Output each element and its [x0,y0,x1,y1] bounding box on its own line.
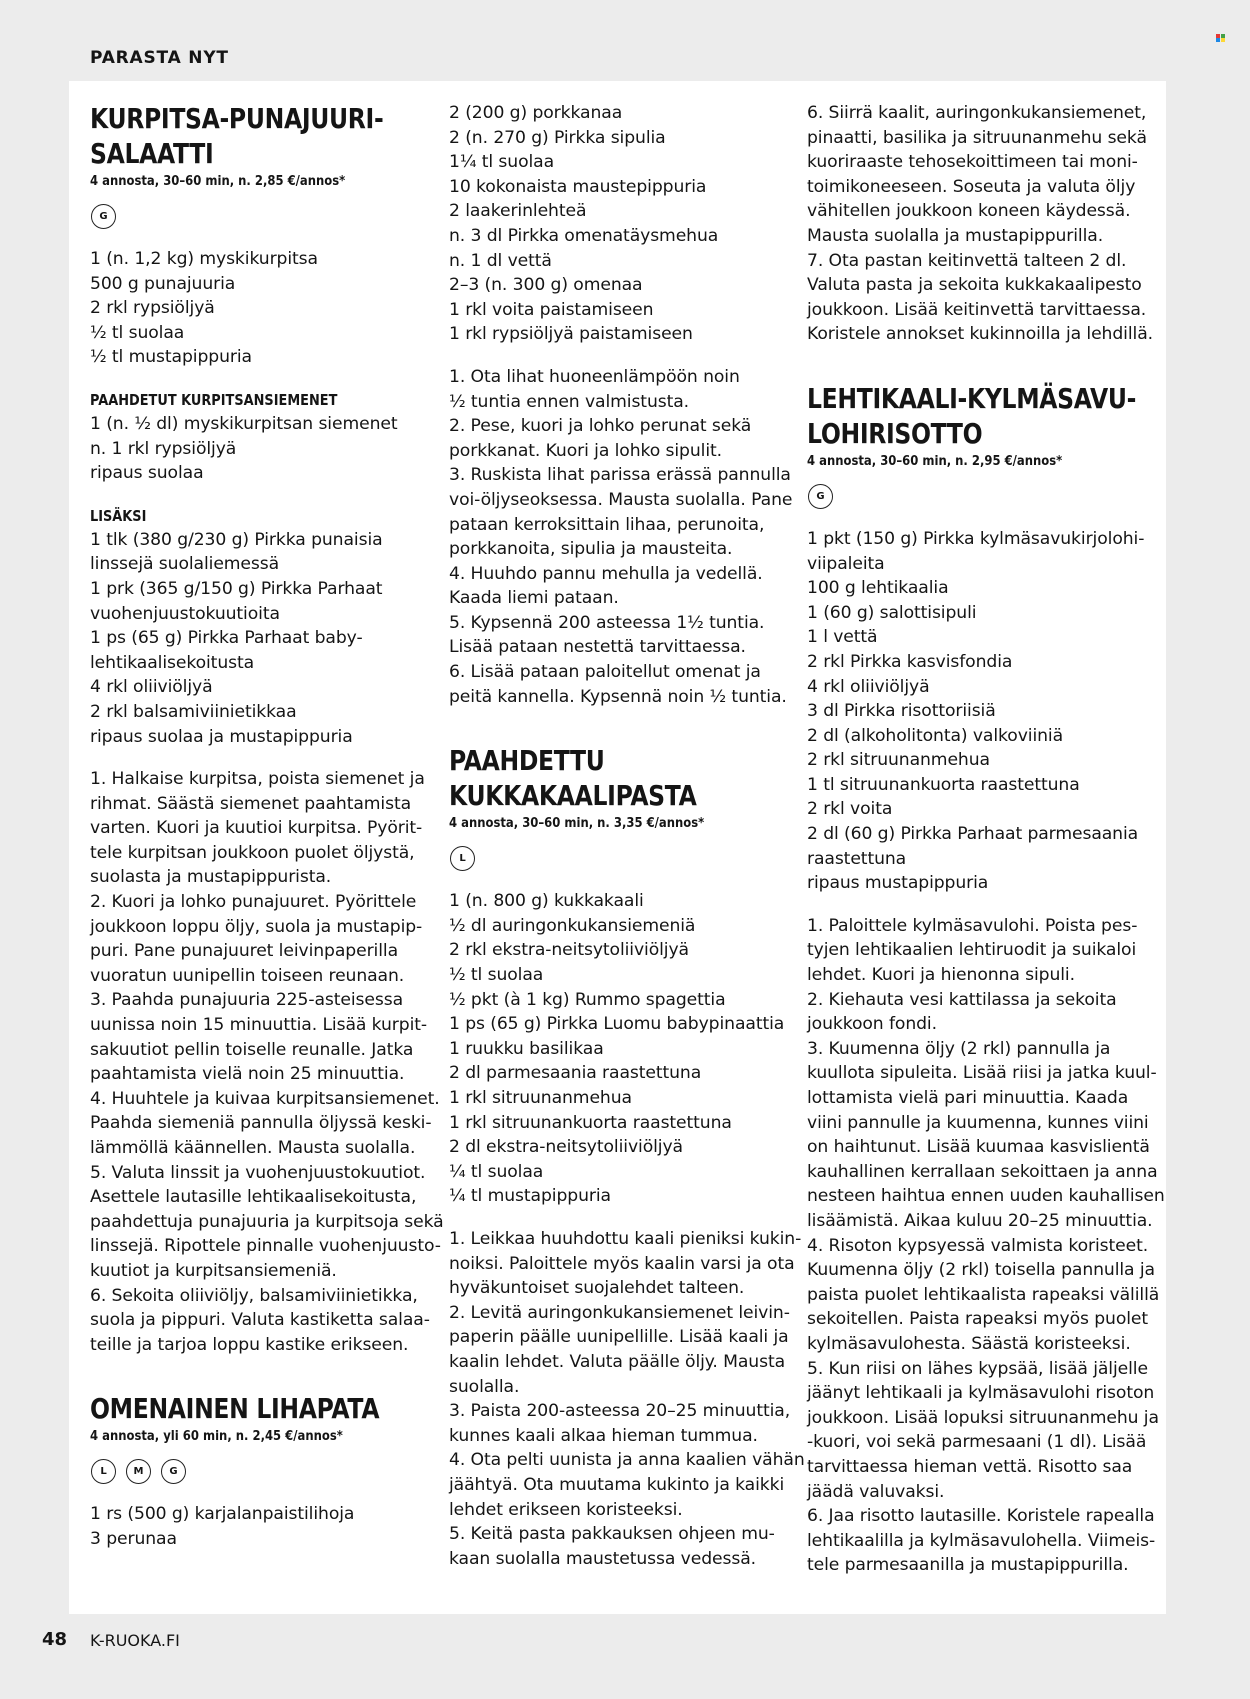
recipe-lihapata [90,1391,435,1551]
recipe-title: SALAATTI [90,137,214,170]
recipe-kukkakaalipasta [449,743,805,1571]
step-line: ½ tuntia ennen valmistusta. [449,391,690,412]
step-line: 1. Paloittele kylmäsavulohi. Poista pes- [807,915,1138,936]
step-line: 4. Ota pelti uunista ja anna kaalien vähän [449,1450,805,1471]
ingredient-line: linssejä suolaliemessä [90,554,280,575]
recipe-meta: 4 annosta, 30–60 min, n. 3,35 €/annos* [449,815,705,832]
step-line: suolasta ja mustapippurista. [90,867,332,888]
step-line: 3. Paahda punajuuria 225-asteisessa [90,990,403,1011]
step-line: viini pannulle ja kuumenna, kunnes viini [807,1112,1149,1133]
step-line: pinaatti, basilika ja sitruunanmehu sekä [807,127,1147,148]
ingredient-line: ripaus suolaa ja mustapippuria [90,726,353,747]
step-line: suola ja pippuri. Valuta kastiketta salaa- [90,1310,430,1331]
step-line: 2. Pese, kuori ja lohko perunat sekä [449,416,752,437]
step-line: kuoriraaste tehosekoittimeen tai moni- [807,152,1138,173]
step-line: sekoitellen. Paista rapeaksi myös puolet [807,1309,1149,1330]
step-line: joukkoon fondi. [807,1014,937,1035]
ingredient-line: 2 rkl ekstra-neitsytoliiviöljyä [449,940,689,961]
ingredient-line: 1 (60 g) salottisipuli [807,602,977,623]
subheading: PAAHDETUT KURPITSANSIEMENET [90,390,338,409]
milk-free-badge: M [126,1459,151,1484]
ingredient-line: 1 (n. ½ dl) myskikurpitsan siemenet [90,413,398,434]
step-line: 3. Kuumenna öljy (2 rkl) pannulla ja [807,1038,1111,1059]
step-line: 5. Valuta linssit ja vuohenjuustokuutiot. [90,1162,426,1183]
step-line: 4. Risoton kypsyessä valmista koristeet. [807,1235,1149,1256]
ingredient-line: n. 1 dl vettä [449,250,552,271]
page-number: 48 [42,1629,68,1650]
step-line: suolalla. [449,1376,520,1397]
step-line: on haihtunut. Lisää kuumaa kasvislientä [807,1137,1150,1158]
step-line: sakuutiot pellin toiselle reunalle. Jatka [90,1039,414,1060]
gluten-free-badge: G [808,484,833,509]
column-3 [807,101,1165,1578]
ingredient-line: raastettuna [807,848,907,869]
step-line: lottamista vielä pari minuuttia. Kaada [807,1088,1129,1108]
ingredient-line: ½ tl suolaa [449,965,544,986]
step-line: 6. Jaa risotto lautasille. Koristele rapealla [807,1506,1155,1527]
step-line: -kuori, voi sekä parmesaani (1 dl). Lisää [807,1432,1147,1453]
ingredient-line: 1 ruukku basilikaa [449,1038,604,1059]
step-line: 6. Lisää pataan paloitellut omenat ja [449,662,761,683]
ingredient-line: 1 rkl sitruunanmehua [449,1088,632,1108]
step-line: rihmat. Säästä siemenet paahtamista [90,793,412,814]
step-line: lehtikaalilla ja kylmäsavulohella. Viimeis- [807,1530,1156,1551]
step-line: voi-öljyseoksessa. Mausta suolalla. Pane [449,489,793,510]
ingredient-line: viipaleita [807,553,885,574]
step-line: hyväkuntoiset suojalehdet talteen. [449,1278,745,1299]
step-line: 3. Paista 200-asteessa 20–25 minuuttia, [449,1401,791,1422]
step-line: jäänyt lehtikaali ja kylmäsavulohi risoton [807,1383,1155,1404]
step-line: 4. Huuhtele ja kuivaa kurpitsansiemenet. [90,1088,440,1109]
step-list [90,767,444,1357]
ingredient-line: 1 l vettä [807,627,878,648]
gluten-free-badge: G [161,1459,186,1484]
ingredient-line: 1 rkl voita paistamiseen [449,299,654,320]
recipe-meta: 4 annosta, 30–60 min, n. 2,95 €/annos* [807,452,1063,469]
step-line: 3. Ruskista lihat parissa erässä pannulla [449,465,791,486]
step-line: pataan kerroksittain lihaa, perunoita, [449,514,765,535]
step-line: paista puolet lehtikaalista rapeaksi välillä [807,1284,1160,1305]
step-line: kauhallinen kerrallaan sekoittaen ja anna [807,1161,1158,1182]
step-line: Valuta pasta ja sekoita kukkakaalipesto [807,275,1142,296]
diet-badges [91,1459,435,1484]
ingredient-line: 2 (n. 270 g) Pirkka sipulia [449,127,666,148]
step-line: 4. Huuhdo pannu mehulla ja vedellä. [449,563,763,584]
ingredient-line: 1 pkt (150 g) Pirkka kylmäsavukirjolohi- [807,528,1145,549]
ingredient-line: 1¼ tl suolaa [449,152,555,173]
step-list [807,914,1165,1578]
ingredient-line: ripaus suolaa [90,463,204,484]
step-line: jäädä valuvaksi. [807,1481,945,1502]
site-link[interactable]: K-RUOKA.FI [90,1631,180,1650]
step-line: kaalin lehdet. Valuta päälle öljy. Mausta [449,1351,786,1372]
ingredient-list [90,412,435,486]
step-line: uunissa noin 15 minuuttia. Lisää kurpit- [90,1015,427,1036]
section-label: PARASTA NYT [90,48,229,68]
ingredient-line: 2 rkl voita [807,799,893,820]
step-list [449,1227,805,1571]
step-line: tele kurpitsan joukkoon puolet öljystä, [90,842,415,863]
ingredient-line: 1 (n. 800 g) kukkakaali [449,891,644,912]
step-line: paperin päälle uunipellille. Lisää kaali ja [449,1327,789,1348]
ingredient-line: 1 tlk (380 g/230 g) Pirkka punaisia [90,529,383,550]
step-line: linssejä. Ripottele pinnalle vuohenjuusto- [90,1236,441,1257]
recipe-title: LEHTIKAALI-KYLMÄSAVU- [807,381,1137,415]
ingredient-line: vuohenjuustokuutioita [90,603,280,624]
step-line: kunnes kaali alkaa hieman tummua. [449,1425,758,1446]
step-line: Koristele annokset kukinnoilla ja lehdillä. [807,324,1153,345]
ingredient-line: 4 rkl oliiviöljyä [807,676,930,697]
subheading: LISÄKSI [90,506,147,525]
ingredient-line: 1 ps (65 g) Pirkka Luomu babypinaattia [449,1014,785,1035]
diet-badges [450,846,794,871]
step-line: kaan suolalla maustetussa vedessä. [449,1548,756,1569]
ingredient-line: 2–3 (n. 300 g) omenaa [449,275,643,296]
recipe-meta: 4 annosta, 30–60 min, n. 2,85 €/annos* [90,173,346,189]
step-line: 7. Ota pastan keitinvettä talteen 2 dl. [807,250,1127,271]
step-line: varten. Kuori ja kuutioi kurpitsa. Pyörit- [90,818,423,839]
step-line: puri. Pane punajuuret leivinpaperilla [90,941,398,962]
step-line: kylmäsavulohesta. Säästä koristeeksi. [807,1333,1131,1354]
flag-icon [1216,34,1226,42]
step-line: vähitellen joukkoon koneen käydessä. [807,201,1131,222]
ingredient-line: 2 rkl rypsiöljyä [90,298,215,319]
step-line: lehdet erikseen koristeeksi. [449,1499,683,1520]
ingredient-line: 4 rkl oliiviöljyä [90,677,213,698]
step-line: lämmöllä käännellen. Mausta suolalla. [90,1138,416,1158]
column-2 [449,101,805,1571]
ingredient-line: 3 perunaa [90,1528,177,1549]
ingredient-line: 2 laakerinlehteä [449,201,587,222]
step-line: joukkoon. Lisää keitinvettä tarvittaessa. [807,299,1147,320]
step-line: 6. Sekoita oliiviöljy, balsamiviinietikka, [90,1285,418,1306]
step-line: teille ja tarjoa loppu kastike erikseen. [90,1334,409,1355]
ingredient-line: 2 (200 g) porkkanaa [449,103,623,123]
step-line: noiksi. Paloittele myös kaalin varsi ja ota [449,1253,795,1274]
step-line: 6. Siirrä kaalit, auringonkukansiemenet, [807,103,1147,123]
ingredient-line: 2 rkl Pirkka kasvisfondia [807,651,1013,672]
ingredient-line: ½ dl auringonkukansiemeniä [449,915,696,936]
gluten-free-badge: G [91,204,116,229]
ingredient-line: n. 3 dl Pirkka omenatäysmehua [449,225,719,246]
ingredient-list [449,101,794,347]
step-line: kuutiot ja kurpitsansiemeniä. [90,1260,337,1281]
ingredient-list [90,528,435,749]
ingredient-line: ¼ tl mustapippuria [449,1186,611,1207]
lactose-free-badge: L [91,1459,116,1484]
step-line: 2. Levitä auringonkukansiemenet leivin- [449,1302,790,1323]
step-line: paahtamista vielä noin 25 minuuttia. [90,1064,405,1085]
recipe-title: LOHIRISOTTO [807,416,983,450]
step-line: porkkanoita, sipulia ja mausteita. [449,539,733,560]
step-line: 5. Keitä pasta pakkauksen ohjeen mu- [449,1524,775,1545]
step-line: Kuumenna öljy (2 rkl) toisella pannulla ja [807,1260,1155,1281]
ingredient-line: 1 rs (500 g) karjalanpaistilihoja [90,1504,355,1525]
ingredient-line: 2 dl (alkoholitonta) valkoviiniä [807,725,1064,746]
step-line: joukkoon. Lisää lopuksi sitruunanmehu ja [807,1407,1159,1428]
ingredient-list [449,889,794,1209]
ingredient-line: 100 g lehtikaalia [807,578,949,599]
step-line: toimikoneeseen. Soseuta ja valuta öljy [807,176,1136,197]
step-line: lehdet. Kuori ja hienonna sipuli. [807,965,1075,986]
ingredient-line: ¼ tl suolaa [449,1161,544,1182]
ingredient-line: 1 rkl sitruunankuorta raastettuna [449,1112,732,1133]
step-line: 5. Kun riisi on lähes kypsää, lisää jäljelle [807,1358,1148,1379]
ingredient-line: 2 dl parmesaania raastettuna [449,1063,702,1084]
step-line: kuullota sipuleita. Lisää riisi ja jatka kuul- [807,1063,1157,1084]
ingredient-line: ½ pkt (à 1 kg) Rummo spagettia [449,989,726,1010]
ingredient-line: 1 prk (365 g/150 g) Pirkka Parhaat [90,578,383,599]
step-line: 2. Kuori ja lohko punajuuret. Pyörittele [90,892,417,913]
step-line: jäähtyä. Ota muutama kukinto ja kaikki [449,1474,785,1495]
lactose-free-badge: L [450,846,475,871]
ingredient-line: 3 dl Pirkka risottoriisiä [807,701,996,722]
recipe-title: KURPITSA-PUNAJUURI- [90,102,384,135]
recipe-title: OMENAINEN LIHAPATA [90,1392,380,1426]
step-line: tele parmesaanilla ja mustapippurilla. [807,1555,1129,1576]
recipe-title: PAAHDETTU [449,744,605,778]
ingredient-line: 2 dl ekstra-neitsytoliiviöljyä [449,1137,683,1158]
ingredient-line: 1 tl sitruunankuorta raastettuna [807,774,1080,795]
step-list [449,365,794,709]
step-line: 1. Leikkaa huuhdottu kaali pieniksi kukin- [449,1228,802,1249]
recipe-risotto [807,381,1165,1578]
step-line: Lisää pataan nestettä tarvittaessa. [449,637,746,658]
step-line: Asettele lautasille lehtikaalisekoitusta, [90,1187,417,1208]
ingredient-list [90,1502,435,1551]
ingredient-line: 10 kokonaista maustepippuria [449,176,707,197]
step-line: Kaada liemi pataan. [449,588,619,609]
ingredient-line: n. 1 rkl rypsiöljyä [90,438,237,459]
diet-badges [91,204,435,229]
ingredient-line: lehtikaalisekoitusta [90,652,255,673]
ingredient-line: 1 ps (65 g) Pirkka Parhaat baby- [90,628,363,649]
step-line: peitä kannella. Kypsennä noin ½ tuntia. [449,686,787,707]
step-line: 1. Ota lihat huoneenlämpöön noin [449,366,740,387]
recipe-kurpitsa [90,101,444,1357]
step-line: 5. Kypsennä 200 asteessa 1½ tuntia. [449,612,765,633]
ingredient-line: 1 rkl rypsiöljyä paistamiseen [449,324,693,345]
ingredient-list [90,247,435,370]
step-line: Paahda siemeniä pannulla öljyssä keski- [90,1113,432,1134]
step-line: joukkoon loppu öljy, suola ja mustapip- [90,916,423,937]
diet-badges [808,484,1152,509]
step-line: 2. Kiehauta vesi kattilassa ja sekoita [807,989,1117,1010]
ingredient-line: 2 rkl sitruunanmehua [807,750,990,771]
recipe-meta: 4 annosta, yli 60 min, n. 2,45 €/annos* [90,1428,343,1445]
content-panel [69,81,1166,1614]
step-list [807,101,1152,347]
ingredient-line: 1 (n. 1,2 kg) myskikurpitsa [90,249,318,269]
ingredient-line: ½ tl suolaa [90,322,185,343]
step-line: porkkanat. Kuori ja lohko sipulit. [449,440,723,461]
step-line: tyjen lehtikaalien lehtiruodit ja suikaloi [807,940,1137,961]
step-line: tarvittaessa hieman vettä. Risotto saa [807,1456,1133,1477]
step-line: nesteen haihtua ennen uuden kauhallisen [807,1186,1165,1207]
ingredient-line: 2 dl (60 g) Pirkka Parhaat parmesaania [807,824,1139,845]
step-line: Mausta suolalla ja mustapippurilla. [807,225,1104,246]
step-line: 1. Halkaise kurpitsa, poista siemenet ja [90,769,425,790]
ingredient-list [807,527,1152,896]
column-1 [90,101,444,1552]
step-line: vuoratun uunipellin toiseen reunaan. [90,965,405,986]
ingredient-line: 500 g punajuuria [90,273,236,294]
ingredient-line: 2 rkl balsamiviinietikkaa [90,701,297,722]
step-line: paahdettuja punajuuria ja kurpitsoja sekä [90,1211,444,1232]
ingredient-line: ripaus mustapippuria [807,873,989,894]
step-line: lisäämistä. Aikaa kuluu 20–25 minuuttia. [807,1210,1153,1231]
ingredient-line: ½ tl mustapippuria [90,347,252,368]
recipe-title: KUKKAKAALIPASTA [449,779,697,813]
